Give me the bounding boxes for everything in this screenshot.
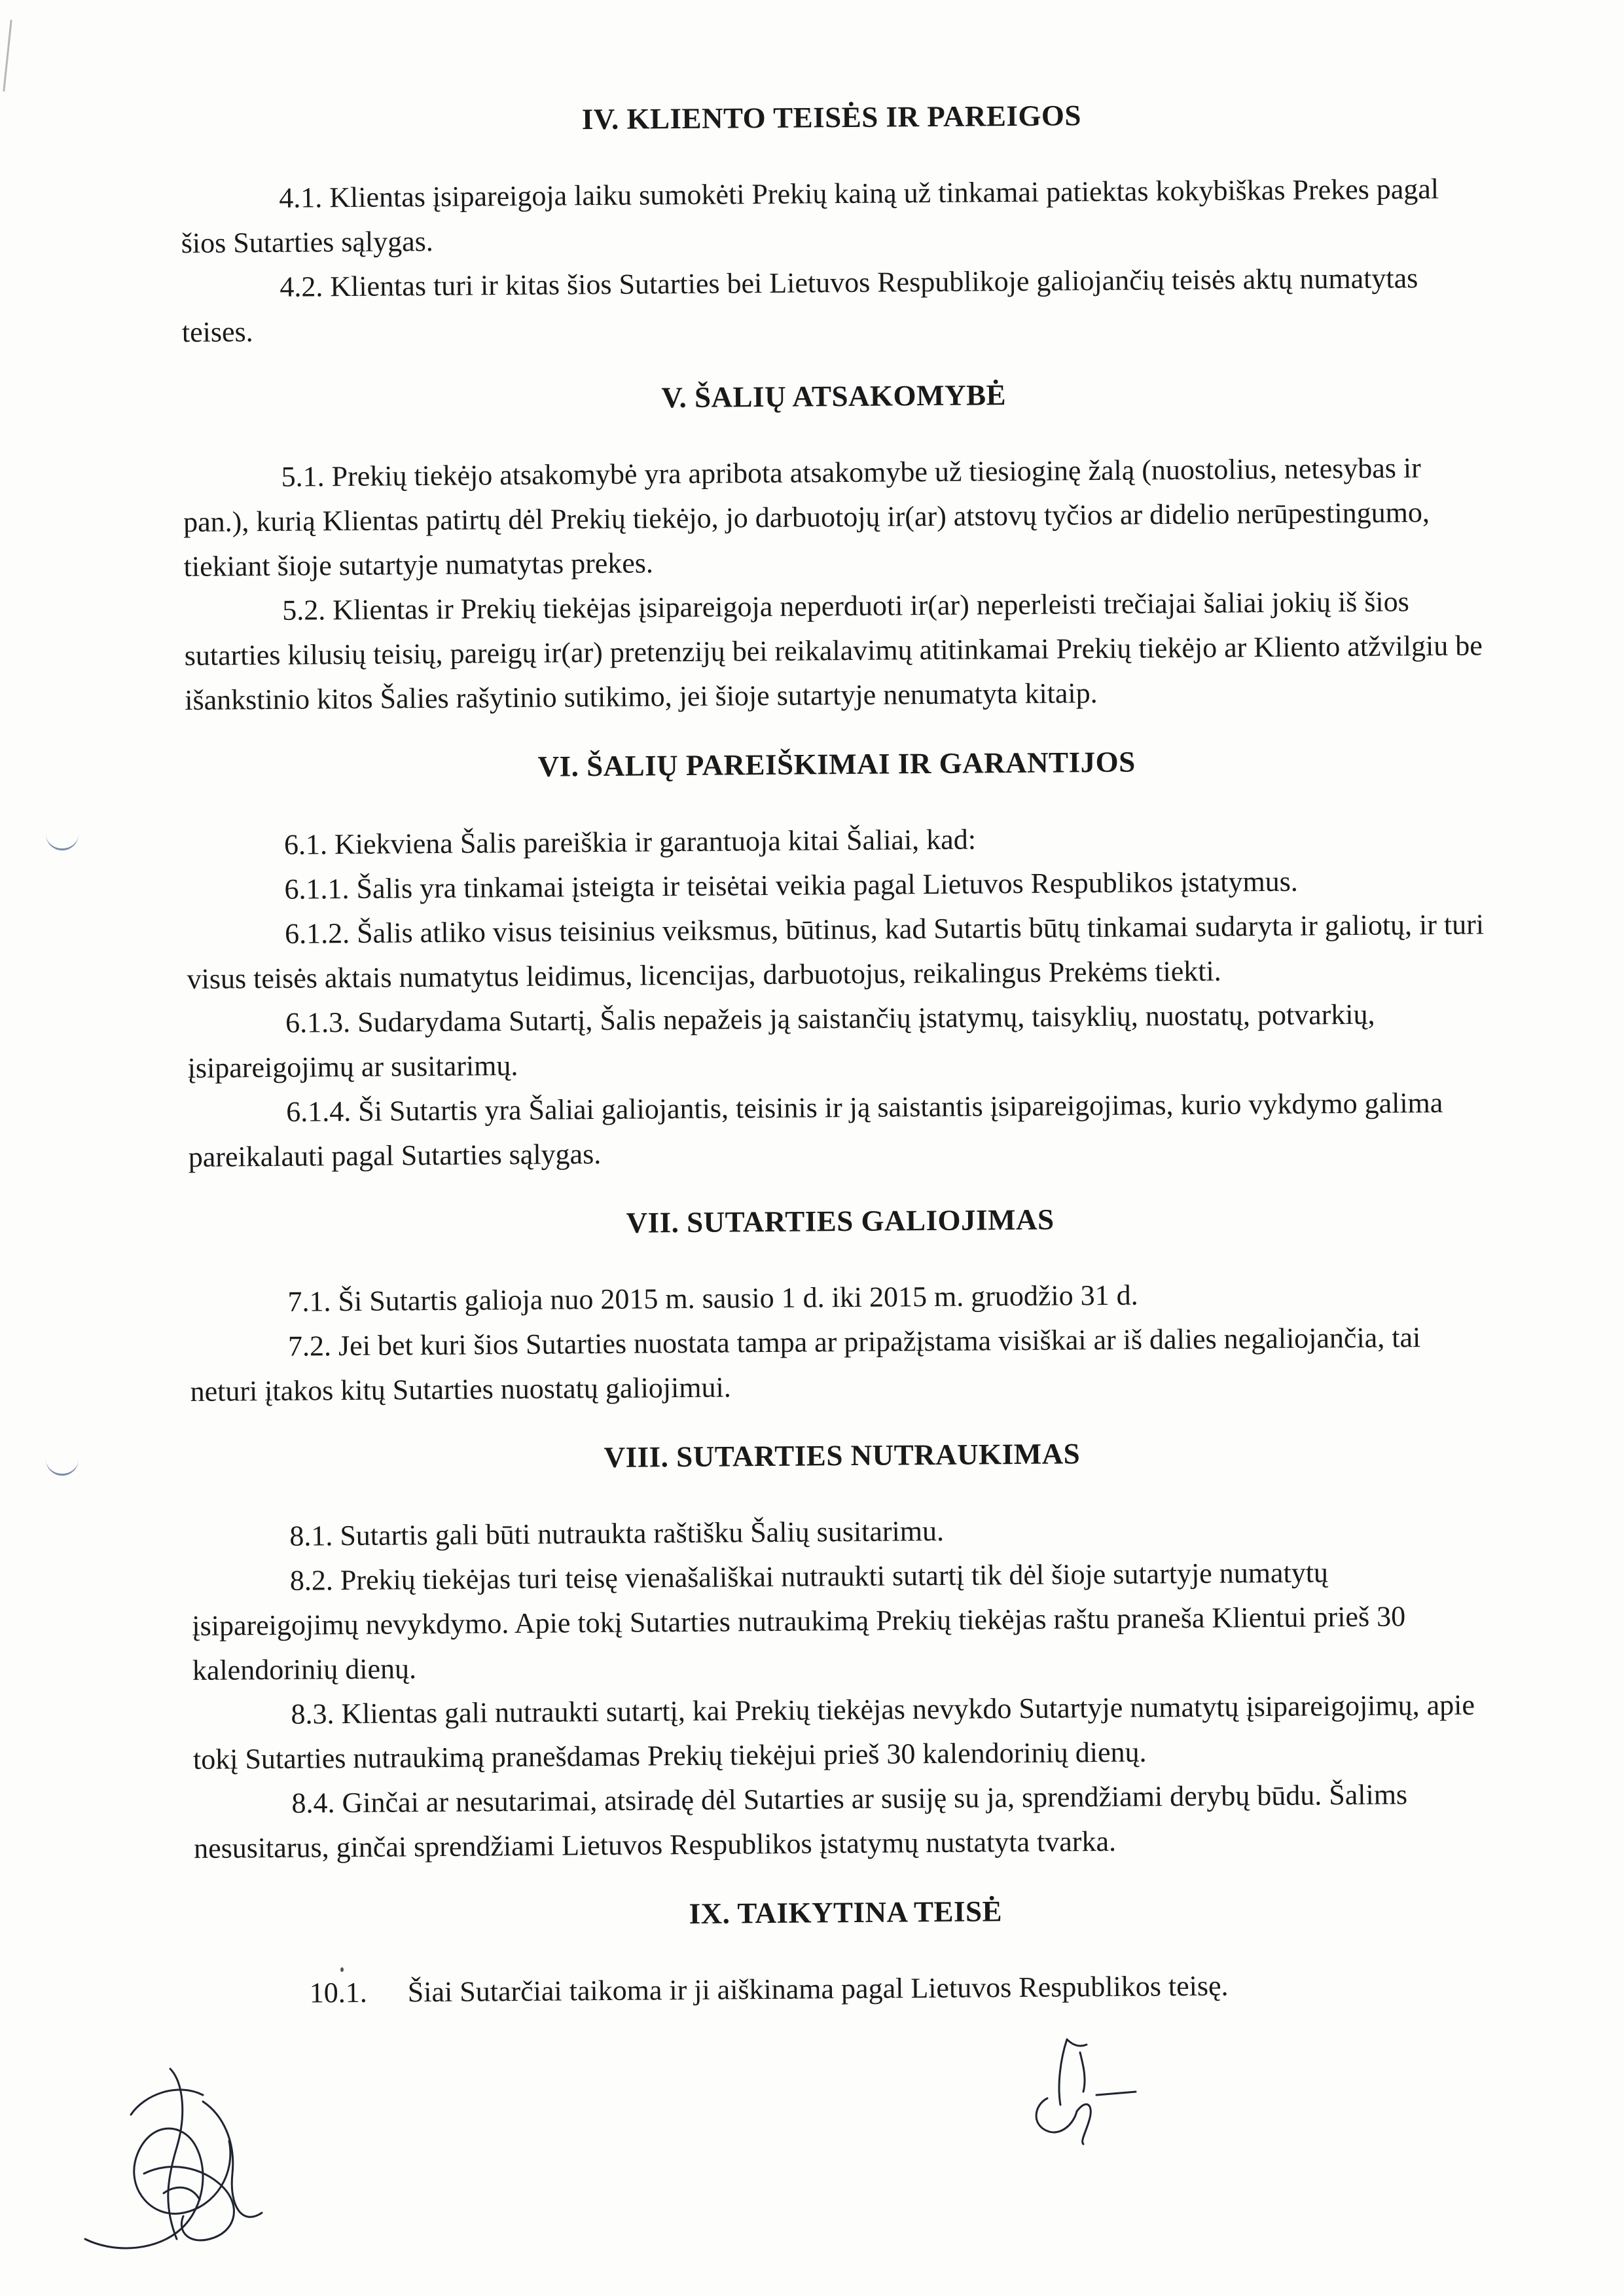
paragraph: 8.2. Prekių tiekėjas turi teisę vienašališkai nutraukti sutartį tik dėl šioje sutartyje numatytų įsipareigojimų nevykdymo. Apie tokį Sutarties nutraukimą Prekių tiekėjas raštu praneša Klientui prieš 30 kalendorinių dienų. <box>192 1556 1406 1686</box>
paragraph: 6.1. Kiekviena Šalis pareiškia ir garantuoja kitai Šaliai, kad: <box>283 823 977 861</box>
signature-right-icon <box>1021 2026 1165 2157</box>
paragraph: 4.2. Klientas turi ir kitas šios Sutarties bei Lietuvos Respublikoje galiojančių teisės aktų numatytas teises. <box>181 262 1418 348</box>
scan-speck <box>340 1967 344 1972</box>
section-heading: VII. SUTARTIES GALIOJIMAS <box>626 1203 1055 1239</box>
paragraph: 6.1.4. Ši Sutartis yra Šaliai galiojantis, teisinis ir ją saistantis įsipareigojimas, kurio vykdymo galima pareikalauti pagal Sutarties sąlygas. <box>188 1086 1443 1173</box>
paragraph: 6.1.1. Šalis yra tinkamai įsteigta ir teisėtai veikia pagal Lietuvos Respublikos įstatymus. <box>284 865 1299 905</box>
document-body <box>180 81 1498 2045</box>
paragraph: 6.1.3. Sudarydama Sutartį, Šalis nepažeis ją saistančių įstatymų, taisyklių, nuostatų, potvarkių, įsipareigojimų ar susitarimų. <box>187 998 1375 1084</box>
section-heading: IX. TAIKYTINA TEISĖ <box>689 1895 1003 1930</box>
section-v <box>183 373 1488 723</box>
paragraph: 6.1.2. Šalis atliko visus teisinius veiksmus, būtinus, kad Sutartis būtų tinkamai sudaryta ir galiotų, ir turi visus teisės aktais numatytus leidimus, licencijas, darbuotojus, reikalingus Prekėms tiekti. <box>187 908 1485 995</box>
scan-edge-line <box>3 20 12 92</box>
section-heading: VIII. SUTARTIES NUTRAUKIMAS <box>604 1437 1081 1474</box>
section-heading: V. ŠALIŲ ATSAKOMYBĖ <box>661 378 1007 414</box>
paragraph: 7.1. Ši Sutartis galioja nuo 2015 m. sausio 1 d. iki 2015 m. gruodžio 31 d. <box>287 1279 1138 1318</box>
section-viii <box>190 1432 1496 1871</box>
clause-number: 10.1. <box>309 1976 368 2009</box>
section-ix <box>194 1889 1498 2016</box>
section-vi <box>185 741 1491 1180</box>
section-heading: VI. ŠALIŲ PAREIŠKIMAI IR GARANTIJOS <box>537 745 1136 783</box>
signature-left-icon <box>72 2043 288 2265</box>
paragraph: 8.4. Ginčai ar nesutarimai, atsiradę dėl Sutarties ar susiję su ja, sprendžiami derybų būdu. Šalims nesusitarus, ginčai sprendžiami Lietuvos Respublikos įstatymų nustatyta tvarka. <box>193 1778 1408 1865</box>
paragraph: 5.1. Prekių tiekėjo atsakomybė yra apribota atsakomybe už tiesioginę žalą (nuostolius, netesybas ir pan.), kurią Klientas patirtų dėl Prekių tiekėjo, jo darbuotojų ir(ar) atstovų tyčios ar didelio nerūpestingumo, tiekiant šioje sutartyje numatytas prekes. <box>183 452 1430 583</box>
paragraph: 5.2. Klientas ir Prekių tiekėjas įsipareigoja neperduoti ir(ar) neperleisti trečiajai šaliai jokių iš šios sutarties kilusių teisių, pareigų ir(ar) pretenzijų bei reikalavimų atitinkamai Prekių tiekėjo ar Kliento atžvilgiu be išankstinio kitos Šalies rašytinio sutikimo, jei šioje sutartyje nenumatyta kitaip. <box>184 585 1483 716</box>
hole-punch-mark-icon <box>46 831 79 850</box>
paragraph: 8.3. Klientas gali nutraukti sutartį, kai Prekių tiekėjas nevykdo Sutartyje numatytų įsipareigojimų, apie tokį Sutarties nutraukimą pranešdamas Prekių tiekėjui prieš 30 kalendorinių dienų. <box>192 1688 1475 1776</box>
hole-punch-mark-icon <box>46 1457 79 1476</box>
paragraph: 7.2. Jei bet kuri šios Sutarties nuostata tampa ar pripažįstama visiškai ar iš dalies negaliojančia, tai neturi įtakos kitų Sutarties nuostatų galiojimui. <box>190 1321 1421 1408</box>
section-heading: IV. KLIENTO TEISĖS IR PAREIGOS <box>581 99 1082 136</box>
paragraph: 8.1. Sutartis gali būti nutraukta raštišku Šalių susitarimu. <box>289 1514 945 1552</box>
paragraph: 10.1. Šiai Sutarčiai taikoma ir ji aiškinama pagal Lietuvos Respublikos teisę. <box>195 1961 1498 2016</box>
section-vii <box>189 1198 1492 1414</box>
paragraph: 4.1. Klientas įsipareigoja laiku sumokėti Prekių kainą už tinkamai patiektas kokybiškas Prekes pagal šios Sutarties sąlygas. <box>181 172 1439 259</box>
section-iv <box>180 94 1485 355</box>
